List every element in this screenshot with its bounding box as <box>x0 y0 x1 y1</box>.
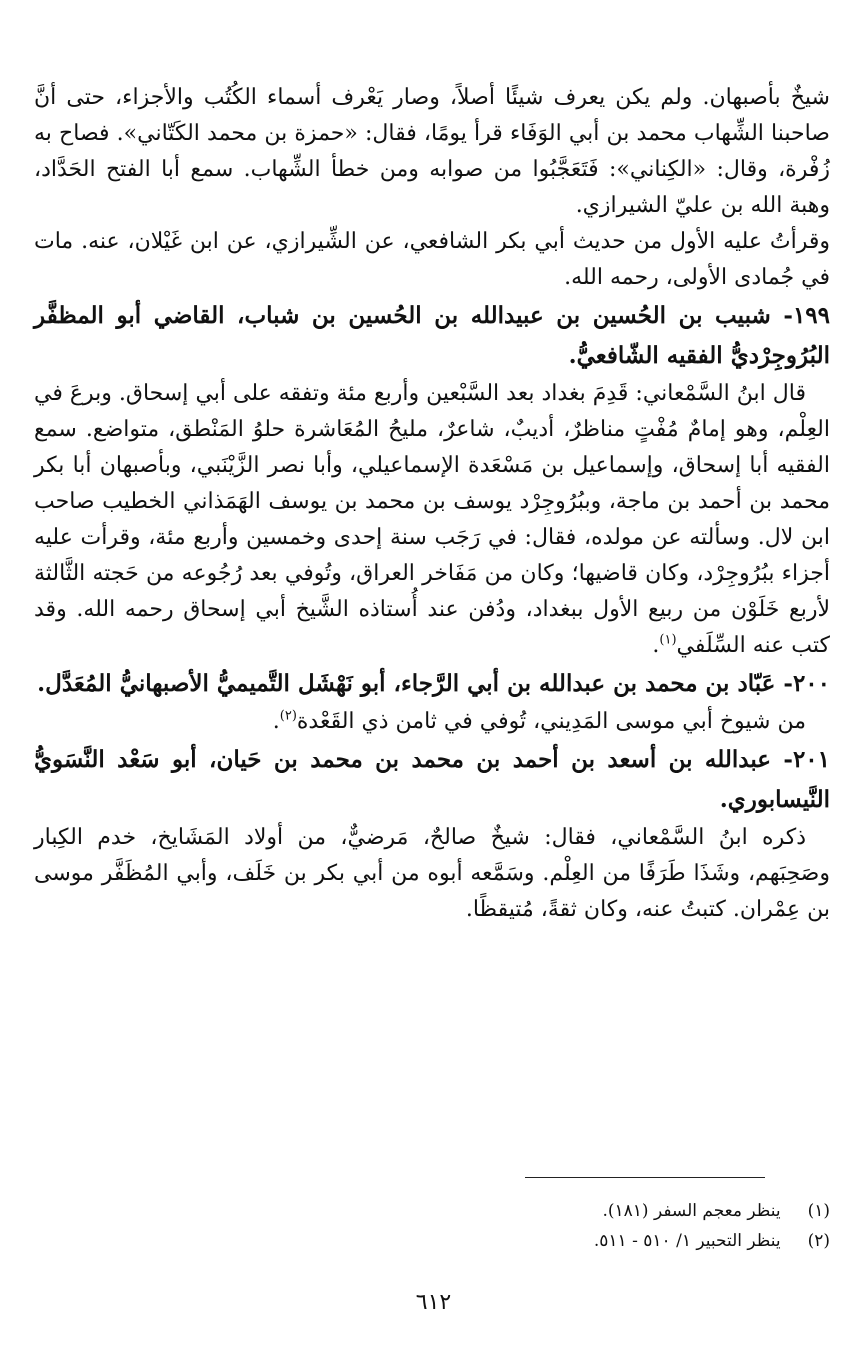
paragraph-1: شيخٌ بأصبهان. ولم يكن يعرف شيئًا أصلاً، وصار يَعْرف أسماء الكُتُب والأجزاء، حتى أنَّ صاحبنا الشِّهاب محمد بن أبي الوَفَاء قرأ يومًا، فقال: «حمزة بن محمد الكَتّاني». فصاح به زُفْرة، وقال: «الكِناني»: فَتَعَجَّبُوا من صوابه ومن خطأ الشِّهاب. سمع أبا الفتح الحَدَّاد، وهبة الله بن عليّ الشيرازي. <box>34 85 830 218</box>
entry-200-heading <box>34 664 830 704</box>
entry-200-title: عَبّاد بن محمد بن عبدالله بن أبي الرَّجاء، أبو نَهْشَل التَّميميُّ الأصبهانيُّ المُعَدَّل. <box>37 670 776 697</box>
entry-199-title: شبيب بن الحُسين بن عبيدالله بن الحُسين بن شباب، القاضي أبو المظفَّر البُرُوجِرْديُّ الفقيه الشّافعيُّ. <box>34 302 830 369</box>
footnote-ref-2: (٢) <box>279 708 297 724</box>
footnote-2-text: ينظر التحبير ١/ ٥١٠ - ٥١١. <box>593 1231 781 1251</box>
entry-199-heading <box>34 296 830 376</box>
paragraph-5: ذكره ابنُ السَّمْعاني، فقال: شيخٌ صالحٌ، مَرضيٌّ، من أولاد المَشَايخ، خدم الكِبار وصَحِبَهم، وشَذَا طَرَفًا من العِلْم. وسَمَّعه أبوه من أبي بكر بن خَلَف، وأبي المُظَفَّر موسى بن عِمْران. كتبتُ عنه، وكان ثقةً، مُتيقظًا. <box>34 825 830 922</box>
entry-201-title: عبدالله بن أسعد بن أحمد بن محمد بن محمد بن حَيان، أبو سَعْد النَّسَويُّ النَّيسابوري. <box>34 746 830 813</box>
entry-201-heading <box>34 740 830 820</box>
footnote-separator <box>525 1177 765 1178</box>
paragraph-3-end: . <box>652 633 660 658</box>
footnote-1-text: ينظر معجم السفر (١٨١). <box>602 1201 781 1221</box>
paragraph-4-end: . <box>272 709 280 734</box>
paragraph-3-text: قال ابنُ السَّمْعاني: قَدِمَ بغداد بعد السَّبْعين وأربع مئة وتفقه على أبي إسحاق. وبرعَ في العِلْم، وهو إمامٌ مُفْتٍ مناظرٌ، أديبٌ، شاعرٌ، مليحُ المُعَاشرة حلوُ المَنْطق، متواضع. سمع الفقيه أبا إسحاق، وإسماعيل بن مَسْعَدة الإسماعيلي، وأبا نصر الزَّيْنَبي، وبأصبهان أبا بكر محمد بن أحمد بن ماجة، وببُرُوجِرْد يوسف بن محمد بن يوسف الهَمَذاني الخطيب صاحب ابن لال. وسألته عن مولده، فقال: في رَجَب سنة إحدى وخمسين وأربع مئة، وقرأت عليه أجزاء ببُرُوجِرْد، وكان قاضيها؛ وكان من مَفَاخر العراق، وتُوفي بعد رُجُوعه من حَجته الثَّالثة لأربع خَلَوْن من ربيع الأول ببغداد، ودُفن عند أُستاذه الشَّيخ أبي إسحاق رحمه الله. وقد كتب عنه السِّلَفي <box>34 381 830 658</box>
footnote-1 <box>34 1196 830 1226</box>
footnote-2-number: (٢) <box>807 1231 830 1251</box>
paragraph-3 <box>34 376 830 664</box>
page-number: ٦١٢ <box>415 1290 452 1315</box>
paragraph-4 <box>34 704 830 740</box>
paragraph-2: وقرأتُ عليه الأول من حديث أبي بكر الشافعي، عن الشِّيرازي، عن ابن غَيْلان، عنه. مات في جُمادى الأولى، رحمه الله. <box>34 229 830 290</box>
footnotes <box>34 1196 830 1256</box>
paragraph-4-text: من شيوخ أبي موسى المَدِيني، تُوفي في ثامن ذي القَعْدة <box>296 709 806 734</box>
footnote-ref-1: (١) <box>659 632 677 648</box>
main-text <box>34 80 830 928</box>
entry-199-number: ١٩٩- <box>783 302 831 329</box>
footnote-1-number: (١) <box>807 1201 830 1221</box>
footnote-2 <box>34 1226 830 1256</box>
entry-201-number: ٢٠١- <box>783 746 831 773</box>
entry-200-number: ٢٠٠- <box>783 670 830 697</box>
